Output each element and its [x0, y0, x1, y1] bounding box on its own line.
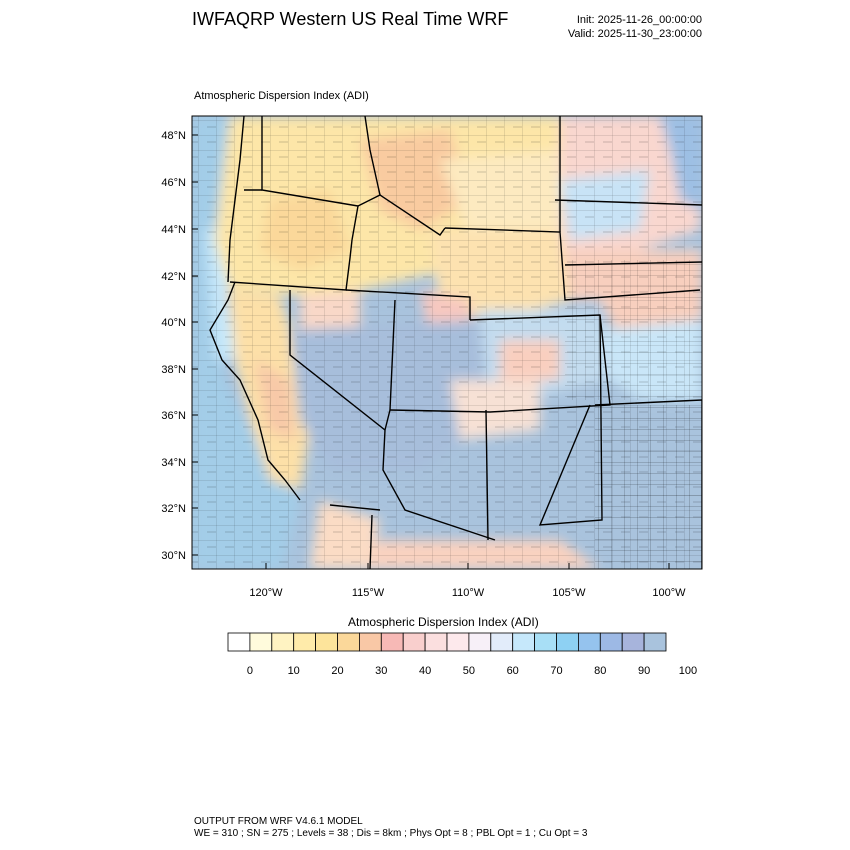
colorbar-swatch: [557, 633, 579, 651]
colorbar-label: 60: [506, 665, 519, 677]
colorbar-label: 40: [418, 665, 432, 677]
colorbar-swatch: [294, 633, 316, 651]
valid-time: Valid: 2025-11-30_23:00:00: [567, 28, 702, 40]
lon-tick-label: 110°W: [451, 587, 485, 599]
footer-line-2: WE = 310 ; SN = 275 ; Levels = 38 ; Dis = 8km ; Phys Opt = 8 ; PBL Opt = 1 ; Cu Opt = 3: [194, 828, 588, 839]
colorbar-label: 30: [375, 665, 388, 677]
colorbar-swatch: [469, 633, 491, 651]
colorbar-label: 50: [462, 665, 476, 677]
colorbar-swatch: [403, 633, 425, 651]
lon-tick-label: 115°W: [351, 587, 385, 599]
adi-field: [192, 116, 702, 569]
colorbar-label: 20: [331, 665, 344, 677]
colorbar-label: 80: [594, 665, 607, 677]
colorbar-swatch: [644, 633, 666, 651]
field-label: Atmospheric Dispersion Index (ADI): [194, 90, 369, 102]
lat-tick-label: 42°N: [161, 271, 186, 283]
lon-tick-label: 120°W: [249, 587, 283, 599]
lat-tick-label: 46°N: [161, 177, 186, 189]
colorbar-swatch: [272, 633, 294, 651]
lat-tick-label: 32°N: [161, 503, 186, 515]
colorbar-swatch: [316, 633, 338, 651]
colorbar-swatch: [447, 633, 469, 651]
colorbar-swatch: [425, 633, 447, 651]
model-footer: [194, 816, 587, 840]
colorbar-swatch: [359, 633, 381, 651]
colorbar-swatch: [600, 633, 622, 651]
colorbar-swatch: [338, 633, 360, 651]
lon-tick-label: 105°W: [552, 587, 586, 599]
colorbar-label: 0: [246, 665, 253, 677]
colorbar-label: 100: [678, 665, 698, 677]
colorbar-label: 10: [287, 665, 300, 677]
colorbar-label: 70: [550, 665, 563, 677]
lat-tick-label: 48°N: [161, 130, 186, 142]
colorbar-title: Atmospheric Dispersion Index (ADI): [348, 615, 539, 629]
colorbar: [228, 633, 697, 677]
colorbar-swatch: [228, 633, 250, 651]
colorbar-swatch: [622, 633, 644, 651]
lat-tick-label: 38°N: [161, 364, 186, 376]
colorbar-swatch: [578, 633, 600, 651]
colorbar-label: 90: [637, 665, 651, 677]
map-title: IWFAQRP Western US Real Time WRF: [192, 9, 509, 29]
lat-tick-label: 44°N: [161, 224, 186, 236]
init-time: Init: 2025-11-26_00:00:00: [576, 14, 702, 26]
lon-tick-label: 100°W: [652, 587, 686, 599]
colorbar-swatch: [381, 633, 403, 651]
lat-tick-label: 30°N: [161, 550, 186, 562]
colorbar-swatch: [250, 633, 272, 651]
colorbar-swatch: [535, 633, 557, 651]
lat-tick-label: 34°N: [161, 457, 186, 469]
colorbar-swatch: [491, 633, 513, 651]
colorbar-swatch: [513, 633, 535, 651]
lat-tick-label: 36°N: [161, 410, 186, 422]
footer-line-1: OUTPUT FROM WRF V4.6.1 MODEL: [194, 816, 363, 827]
lat-tick-label: 40°N: [161, 317, 186, 329]
